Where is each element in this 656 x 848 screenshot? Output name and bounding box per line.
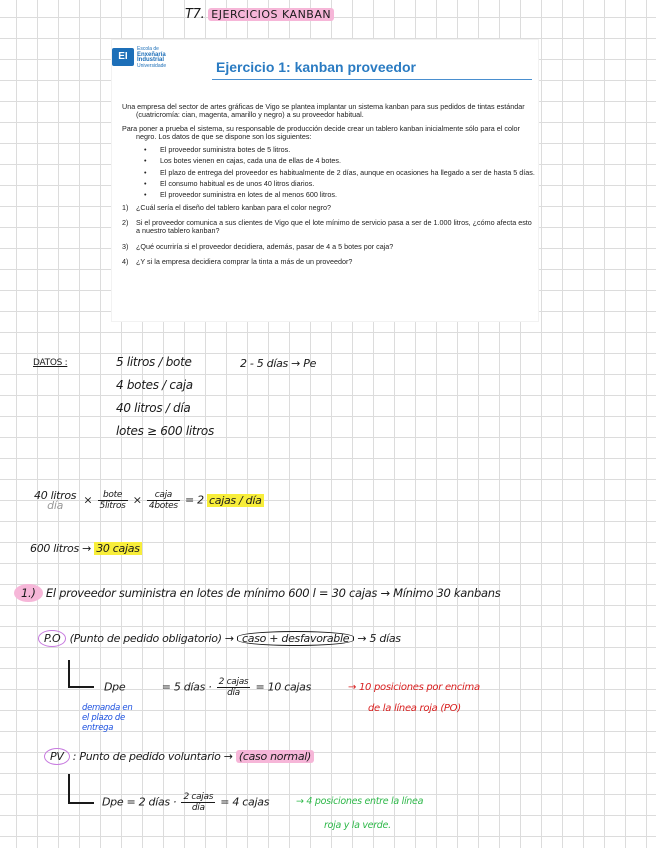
datos-item: 5 litros / bote (116, 355, 192, 369)
question-text: Si el proveedor comunica a sus clientes de Vigo que el lote mínimo de servicio pasa a ser de 1.000 litros, ¿cómo afecta esto a nuestro tablero kanban? (136, 217, 532, 236)
paragraph: Una empresa del sector de artes gráficas de Vigo se plantea implantar un sistema kanban para sus pedidos de tintas estándar (cuatricromía: cian, magenta, amarillo y negro) a su proveedor habitual. (122, 102, 525, 120)
question-number: 2) (122, 217, 129, 227)
question-text: ¿Cuál sería el diseño del tablero kanban para el color negro? (136, 202, 331, 212)
po-text: (Punto de pedido obligatorio) → (69, 632, 234, 645)
calc-result: 30 cajas (96, 542, 140, 555)
fraction (181, 792, 215, 813)
exercise-body (122, 103, 536, 273)
dpe-label: Dpe (104, 680, 126, 694)
step-text: El proveedor suministra en lotes de mínimo 600 l = 30 cajas → Mínimo 30 kanbans (45, 586, 501, 600)
data-bullets (122, 146, 536, 199)
question-number: 1) (122, 202, 129, 212)
questions (122, 204, 536, 266)
datos-item: 4 botes / caja (116, 378, 193, 392)
bullet-item: • Los botes vienen en cajas, cada una de ellas de 4 botes. (122, 157, 536, 165)
logo-line: Universidade (137, 62, 167, 69)
red-note: → 10 posiciones por encima (348, 682, 480, 693)
fraction (147, 490, 180, 511)
dpe-calc-1 (104, 677, 311, 698)
po-case: caso + desfavorable (237, 631, 354, 646)
po-line (38, 630, 401, 647)
exercise-sheet (112, 40, 538, 321)
fraction-top: 2 cajas (218, 677, 249, 687)
pv-line (44, 748, 314, 765)
question-number: 4) (122, 256, 129, 266)
logo-line: Industrial (137, 57, 165, 63)
exercise-title: Ejercicio 1: kanban proveedor (216, 59, 416, 75)
dpe-eq: Dpe = 2 días · (102, 795, 177, 809)
bullet-item: • El plazo de entrega del proveedor es habitualmente de 2 días, aunque en ocasiones ha llegado a ser de hasta 5 días. (122, 169, 536, 177)
datos-label: DATOS : (33, 358, 68, 368)
logo-line: Enxeñaría (137, 51, 166, 58)
dpe-result: = 4 cajas (220, 795, 270, 809)
green-note: → 4 posiciones entre la línea (296, 796, 424, 807)
fraction-bottom: día (227, 688, 240, 698)
fraction-top: 40 litros (34, 488, 77, 502)
bullet-item: • El proveedor suministra en lotes de al menos 600 litros. (122, 191, 536, 199)
calc-equals: = 2 (185, 493, 204, 507)
pv-text: : Punto de pedido voluntario → (72, 750, 233, 763)
fraction-bottom: 5litros (99, 501, 126, 511)
fraction (98, 490, 128, 511)
header-title: EJERCICIOS KANBAN (208, 8, 334, 21)
title-underline (212, 79, 532, 80)
dpe-calc-2 (102, 792, 269, 813)
logo-mark: EI (112, 48, 134, 66)
pv-case: (caso normal) (236, 750, 314, 763)
header (185, 7, 334, 22)
question-item (122, 258, 536, 266)
fraction-top: caja (147, 490, 180, 501)
calc-result: cajas / día (209, 493, 262, 507)
pv-label: PV (44, 748, 70, 765)
fraction-top: 2 cajas (183, 792, 214, 802)
green-note: roja y la verde. (324, 820, 391, 831)
dpe-result: = 10 cajas (255, 680, 312, 694)
branch-connector (68, 774, 94, 804)
fraction (217, 677, 251, 698)
question-text: ¿Y si la empresa decidiera comprar la tinta a más de un proveedor? (136, 256, 353, 266)
dpe-eq: = 5 días · (161, 680, 212, 694)
bullet-item: • El consumo habitual es de unos 40 litros diarios. (122, 180, 536, 188)
fraction (32, 488, 78, 512)
blue-note-line: entrega (82, 723, 114, 733)
pe-note: 2 - 5 días → Pe (240, 357, 317, 370)
fraction-top: bote (98, 490, 128, 501)
po-tail: → 5 días (357, 632, 401, 645)
question-number: 3) (122, 241, 129, 251)
paragraph: Para poner a prueba el sistema, su responsable de producción decide crear un tablero kanban inicialmente sólo para el color negro. Los datos de que se dispone son los siguientes: (122, 123, 520, 141)
blue-note (82, 703, 132, 733)
datos-item: 40 litros / día (116, 401, 191, 415)
question-item (122, 219, 536, 236)
blue-note-line: el plazo de (82, 713, 125, 723)
calc-consumption: 40 litros día × $\frac{\text{bote}}{\text{5litros}}$ × $\frac{\text{caja}}{\text{4botes}}$ = 2 cajas / día (34, 488, 262, 512)
fraction-bottom: día (191, 803, 205, 813)
step-number: 1.) (14, 584, 43, 602)
red-note: de la línea roja (PO) (368, 703, 461, 714)
header-prefix: T7. (185, 7, 205, 22)
school-logo (112, 45, 182, 69)
blue-note-line: demanda en (82, 703, 133, 713)
fraction-bottom: 4botes (148, 501, 178, 511)
datos-item: lotes ≥ 600 litros (116, 424, 214, 438)
bullet-item: • El proveedor suministra botes de 5 litros. (122, 146, 536, 154)
po-label: P.O (38, 630, 66, 647)
question-text: ¿Qué ocurriría si el proveedor decidiera, además, pasar de 4 a 5 botes por caja? (136, 241, 394, 251)
fraction-bottom: día (47, 498, 64, 512)
question-item (122, 204, 536, 212)
logo-line: Escola de (137, 46, 159, 52)
question-item (122, 243, 536, 251)
logo-text (137, 47, 166, 69)
step-1 (14, 586, 500, 600)
calc-lot (30, 542, 142, 555)
calc-lhs: 600 litros → (30, 542, 92, 555)
branch-connector (68, 660, 94, 688)
